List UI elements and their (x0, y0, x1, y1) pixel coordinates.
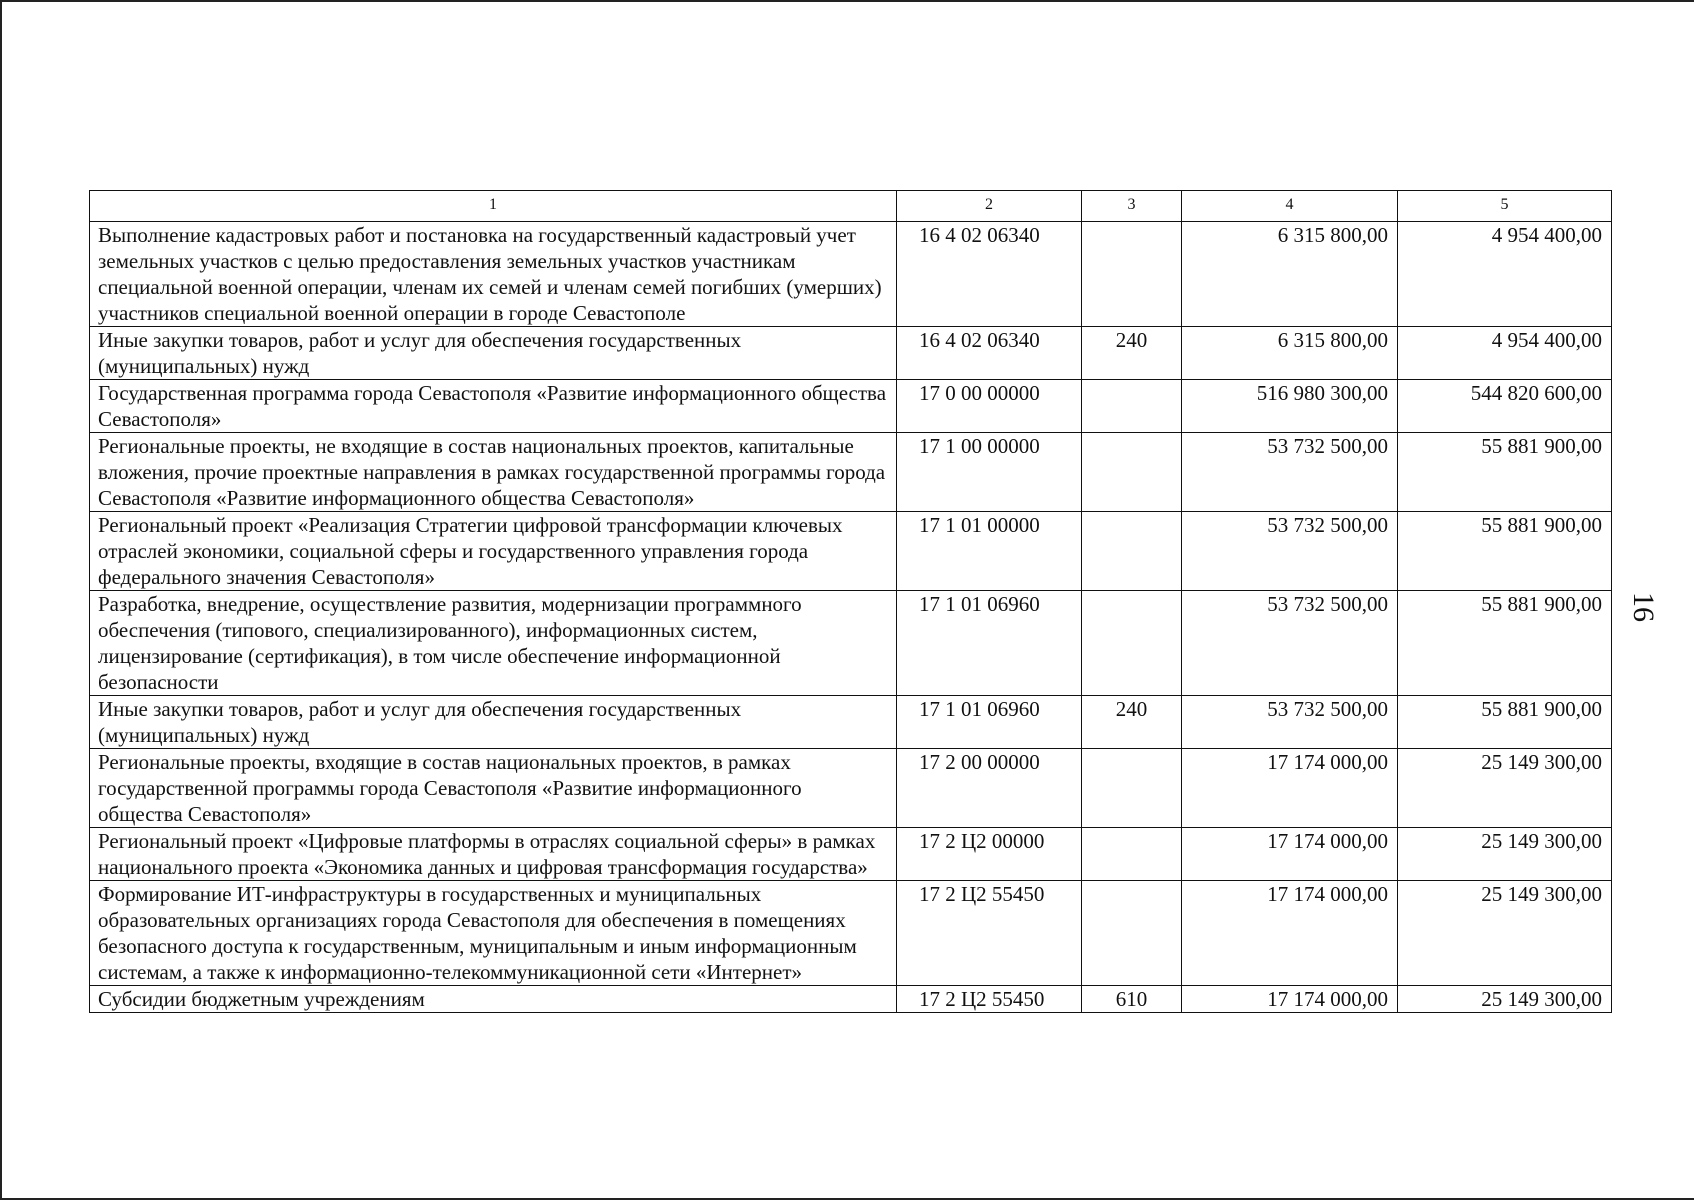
row-name: Региональный проект «Цифровые платформы в отраслях социальной сферы» в рамках национального проекта «Экономика данных и цифровая трансформация государства» (90, 828, 897, 881)
table-row (90, 433, 1612, 512)
row-code: 17 2 Ц2 55450 (897, 881, 1082, 986)
row-name: Государственная программа города Севастополя «Развитие информационного общества Севастополя» (90, 380, 897, 433)
row-code: 17 1 01 00000 (897, 512, 1082, 591)
table-row (90, 591, 1612, 696)
row-code: 17 1 00 00000 (897, 433, 1082, 512)
row-sum-1: 6 315 800,00 (1182, 327, 1398, 380)
row-code: 17 2 Ц2 00000 (897, 828, 1082, 881)
row-code: 16 4 02 06340 (897, 327, 1082, 380)
header-col-2: 2 (897, 191, 1082, 222)
row-type (1082, 433, 1182, 512)
row-sum-1: 17 174 000,00 (1182, 828, 1398, 881)
table-row (90, 222, 1612, 327)
row-name: Региональный проект «Реализация Стратегии цифровой трансформации ключевых отраслей экономики, социальной сферы и государственного управления города федерального значения Севастополя» (90, 512, 897, 591)
row-sum-1: 516 980 300,00 (1182, 380, 1398, 433)
row-name: Региональные проекты, не входящие в состав национальных проектов, капитальные вложения, прочие проектные направления в рамках государственной программы города Севастополя «Развитие информационного общества Севастополя» (90, 433, 897, 512)
row-sum-2: 4 954 400,00 (1398, 327, 1612, 380)
header-col-3: 3 (1082, 191, 1182, 222)
row-sum-2: 25 149 300,00 (1398, 749, 1612, 828)
row-sum-1: 17 174 000,00 (1182, 881, 1398, 986)
row-name: Иные закупки товаров, работ и услуг для обеспечения государственных (муниципальных) нужд (90, 696, 897, 749)
row-type (1082, 591, 1182, 696)
row-sum-2: 55 881 900,00 (1398, 591, 1612, 696)
row-sum-1: 6 315 800,00 (1182, 222, 1398, 327)
row-name: Субсидии бюджетным учреждениям (90, 986, 897, 1013)
row-name: Иные закупки товаров, работ и услуг для обеспечения государственных (муниципальных) нужд (90, 327, 897, 380)
row-name: Выполнение кадастровых работ и постановка на государственный кадастровый учет земельных участков с целью предоставления земельных участков участникам специальной военной операции, членам их семей и членам семей погибших (умерших) участников специальной военной операции в городе Севастополе (90, 222, 897, 327)
row-type: 240 (1082, 327, 1182, 380)
row-sum-1: 53 732 500,00 (1182, 696, 1398, 749)
row-sum-1: 53 732 500,00 (1182, 591, 1398, 696)
row-type (1082, 380, 1182, 433)
row-sum-2: 544 820 600,00 (1398, 380, 1612, 433)
row-code: 17 1 01 06960 (897, 591, 1082, 696)
table-row (90, 512, 1612, 591)
row-type (1082, 512, 1182, 591)
row-sum-2: 55 881 900,00 (1398, 696, 1612, 749)
row-sum-2: 55 881 900,00 (1398, 433, 1612, 512)
table-header-row (90, 191, 1612, 222)
budget-table (89, 190, 1612, 1013)
row-type: 240 (1082, 696, 1182, 749)
row-code: 16 4 02 06340 (897, 222, 1082, 327)
row-sum-1: 53 732 500,00 (1182, 433, 1398, 512)
page-number: 16 (1627, 592, 1660, 622)
row-type (1082, 749, 1182, 828)
row-type: 610 (1082, 986, 1182, 1013)
row-sum-2: 25 149 300,00 (1398, 828, 1612, 881)
table-row (90, 380, 1612, 433)
row-sum-1: 53 732 500,00 (1182, 512, 1398, 591)
row-type (1082, 828, 1182, 881)
table-row (90, 828, 1612, 881)
row-sum-1: 17 174 000,00 (1182, 986, 1398, 1013)
header-col-5: 5 (1398, 191, 1612, 222)
table-row (90, 881, 1612, 986)
row-code: 17 2 00 00000 (897, 749, 1082, 828)
row-type (1082, 222, 1182, 327)
table-row (90, 986, 1612, 1013)
row-sum-2: 4 954 400,00 (1398, 222, 1612, 327)
row-sum-2: 25 149 300,00 (1398, 986, 1612, 1013)
row-name: Региональные проекты, входящие в состав национальных проектов, в рамках государственной программы города Севастополя «Развитие информационного общества Севастополя» (90, 749, 897, 828)
table-row (90, 749, 1612, 828)
row-sum-1: 17 174 000,00 (1182, 749, 1398, 828)
header-col-4: 4 (1182, 191, 1398, 222)
row-sum-2: 25 149 300,00 (1398, 881, 1612, 986)
row-code: 17 0 00 00000 (897, 380, 1082, 433)
row-code: 17 2 Ц2 55450 (897, 986, 1082, 1013)
row-type (1082, 881, 1182, 986)
table-row (90, 696, 1612, 749)
budget-table-container (89, 190, 1611, 1013)
header-col-1: 1 (90, 191, 897, 222)
row-name: Разработка, внедрение, осуществление развития, модернизации программного обеспечения (типового, специализированного), информационных систем, лицензирование (сертификация), в том числе обеспечение информационной безопасности (90, 591, 897, 696)
row-name: Формирование ИТ-инфраструктуры в государственных и муниципальных образовательных организациях города Севастополя для обеспечения в помещениях безопасного доступа к государственным, муниципальным и иным информационным системам, а также к информационно-телекоммуникационной сети «Интернет» (90, 881, 897, 986)
table-row (90, 327, 1612, 380)
row-code: 17 1 01 06960 (897, 696, 1082, 749)
row-sum-2: 55 881 900,00 (1398, 512, 1612, 591)
